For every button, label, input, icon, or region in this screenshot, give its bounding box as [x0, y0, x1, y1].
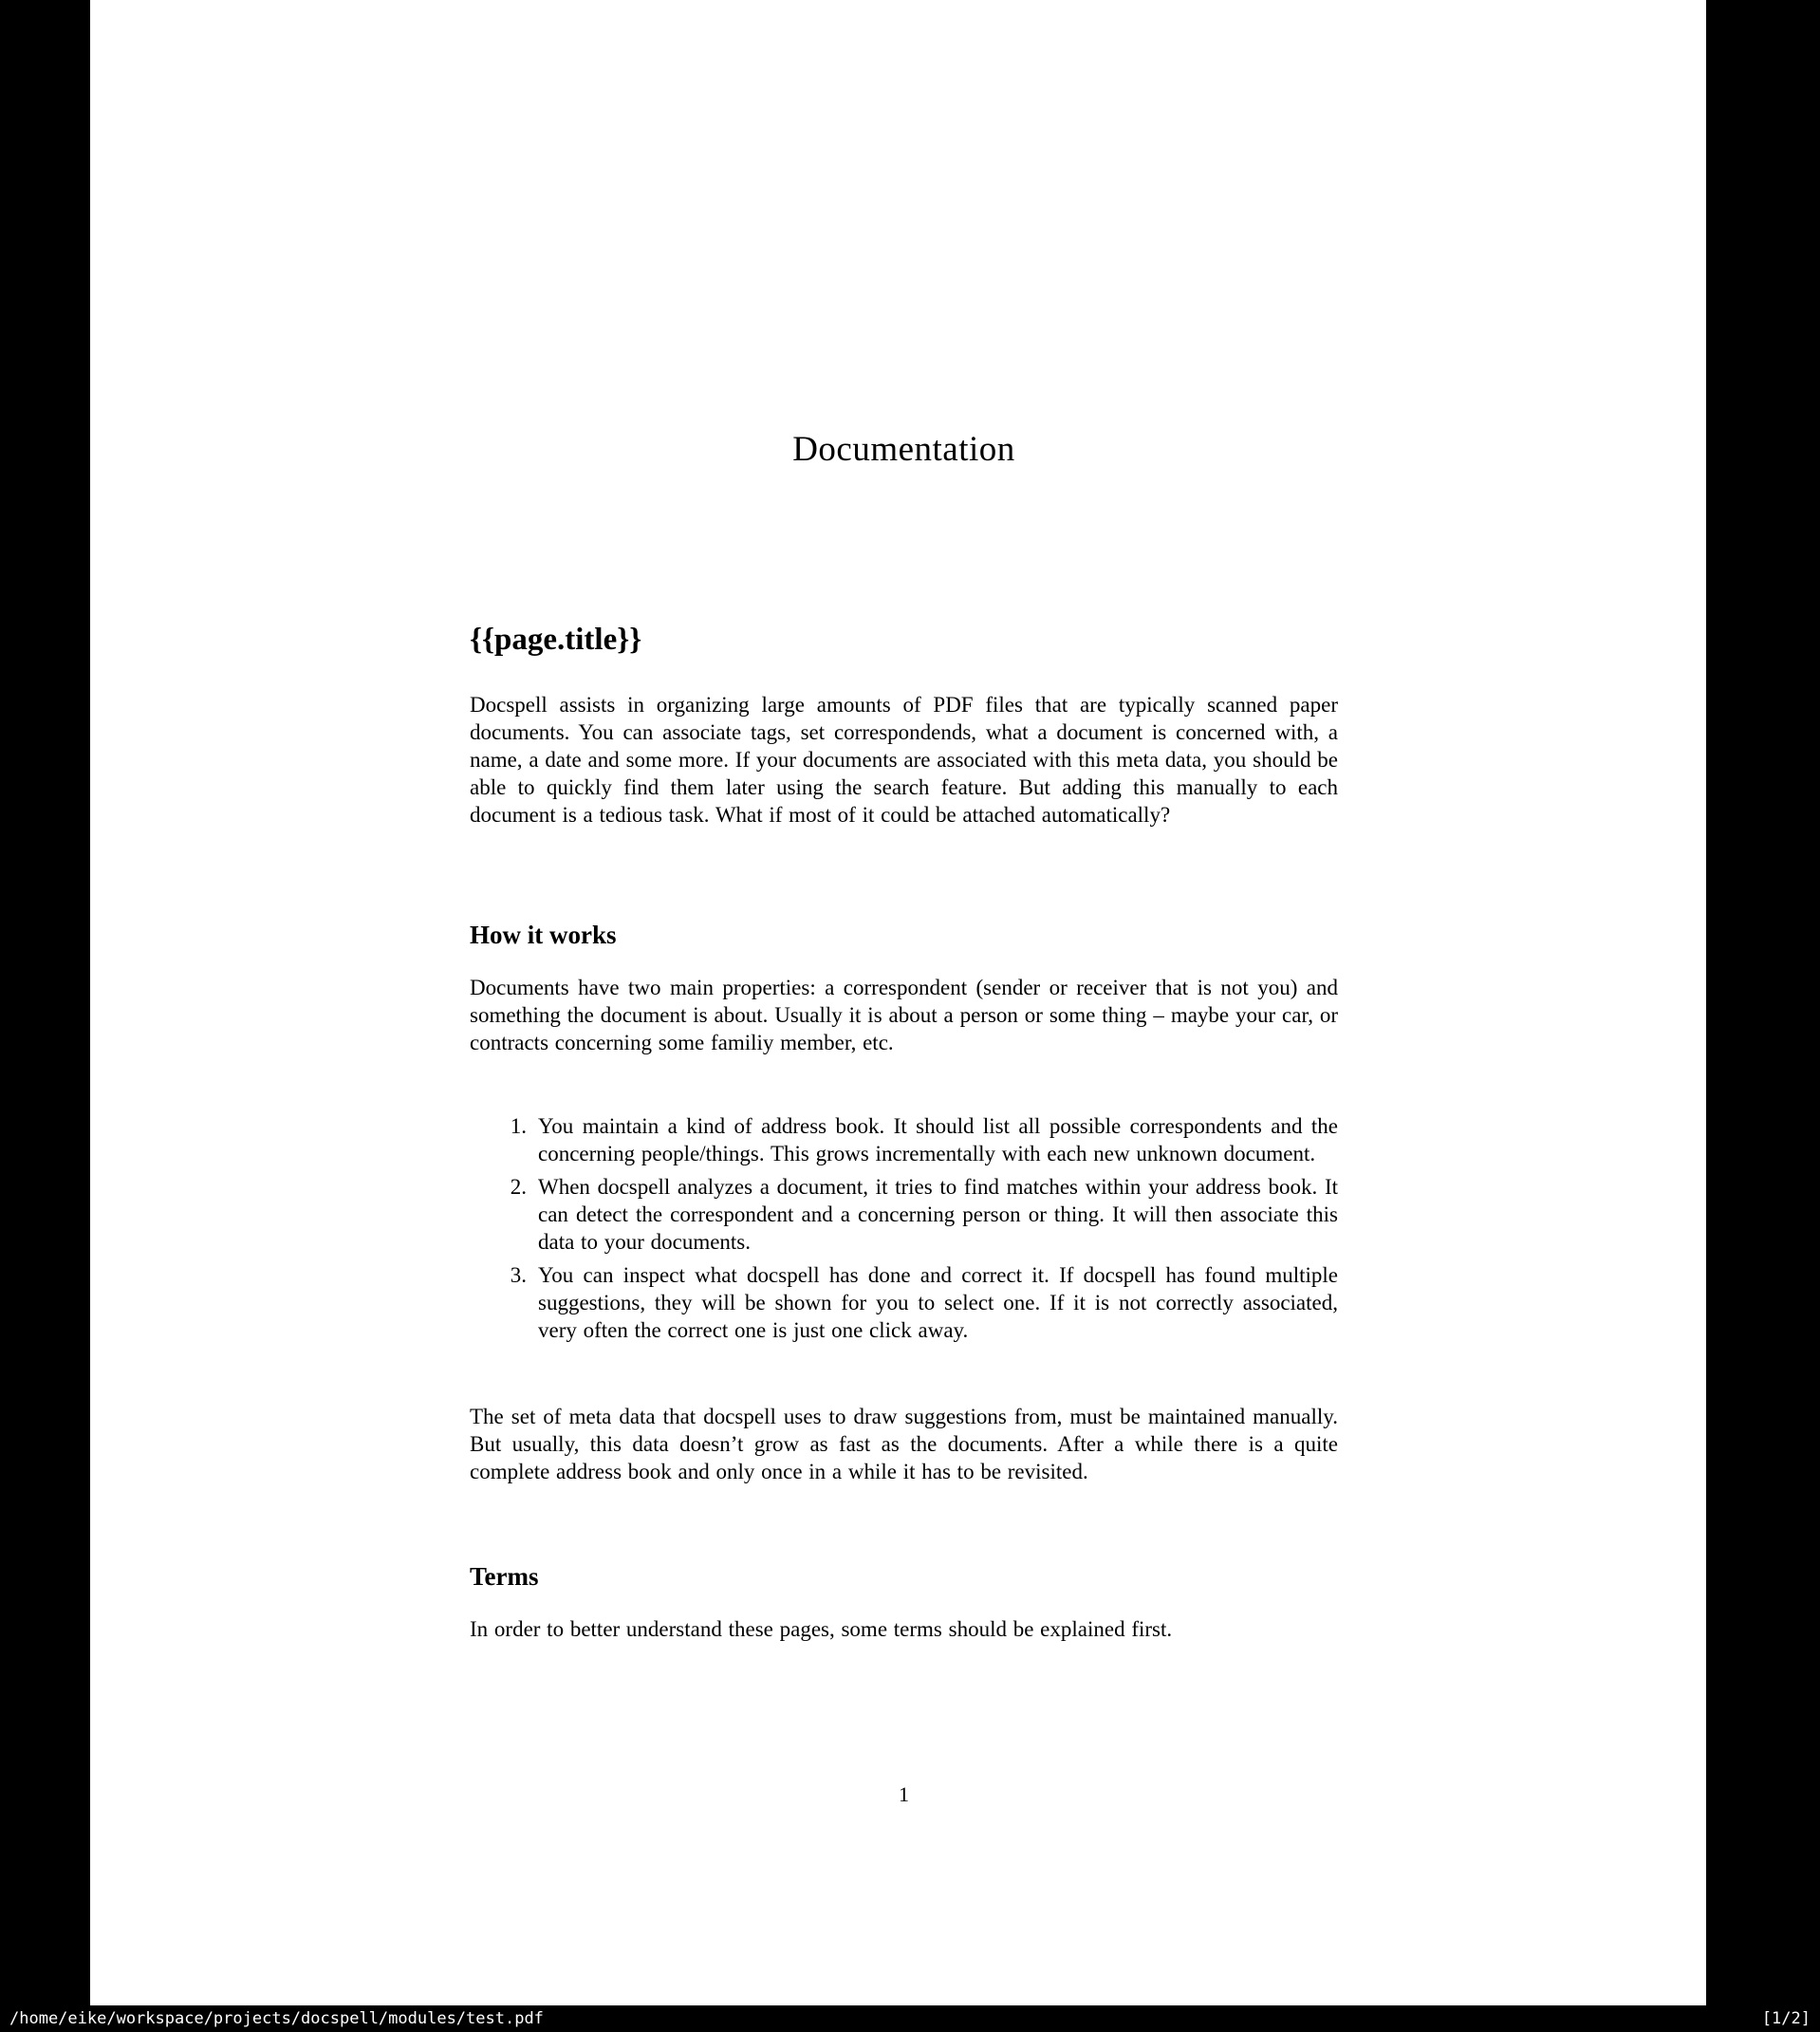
list-item-marker: 1. [510, 1114, 527, 1138]
statusbar-filepath: /home/eike/workspace/projects/docspell/modules/test.pdf [9, 2009, 544, 2028]
subsection-heading-terms: Terms [470, 1562, 539, 1591]
list-item [470, 1261, 1338, 1344]
list-item-marker: 3. [510, 1263, 527, 1287]
statusbar-page-indicator: [1/2] [1761, 2009, 1811, 2028]
list-item-text: When docspell analyzes a document, it tries to find matches within your address book. It can detect the correspondent and a concerning person or thing. It will then associate this data to your documents. [538, 1175, 1338, 1254]
paragraph-intro: Docspell assists in organizing large amounts of PDF files that are typically scanned paper documents. You can associate tags, set correspondends, what a document is concerned with, a name, a date and some more. If your documents are associated with this meta data, you should be able to quickly find them later using the search feature. But adding this manually to each document is a tedious task. What if most of it could be attached automatically? [470, 693, 1338, 827]
list-item [470, 1112, 1338, 1167]
subsection-heading-how-it-works: How it works [470, 921, 617, 949]
page-number: 1 [899, 1782, 909, 1806]
document-title: Documentation [792, 430, 1015, 469]
paragraph-terms: In order to better understand these pages, some terms should be explained first. [470, 1617, 1173, 1641]
paragraph-meta-data: The set of meta data that docspell uses to draw suggestions from, must be maintained manually. But usually, this data doesn’t grow as fast as the documents. After a while there is a quite complete address book and only once in a while it has to be revisited. [470, 1405, 1338, 1483]
statusbar [0, 2005, 1820, 2032]
pdf-page[interactable] [90, 0, 1706, 2005]
paragraph-how-it-works: Documents have two main properties: a correspondent (sender or receiver that is not you) and something the document is about. Usually it is about a person or some thing – maybe your car, or contracts concerning some familiy member, etc. [470, 976, 1338, 1054]
list-item-text: You can inspect what docspell has done and correct it. If docspell has found multiple suggestions, they will be shown for you to select one. If it is not correctly associated, very often the correct one is just one click away. [538, 1263, 1338, 1342]
list-item-marker: 2. [510, 1175, 527, 1199]
list-item-text: You maintain a kind of address book. It should list all possible correspondents and the concerning people/things. This grows incrementally with each new unknown document. [538, 1114, 1338, 1165]
list-item [470, 1173, 1338, 1256]
section-heading-page-title: {{page.title}} [470, 623, 642, 657]
ordered-list [470, 1112, 1338, 1350]
